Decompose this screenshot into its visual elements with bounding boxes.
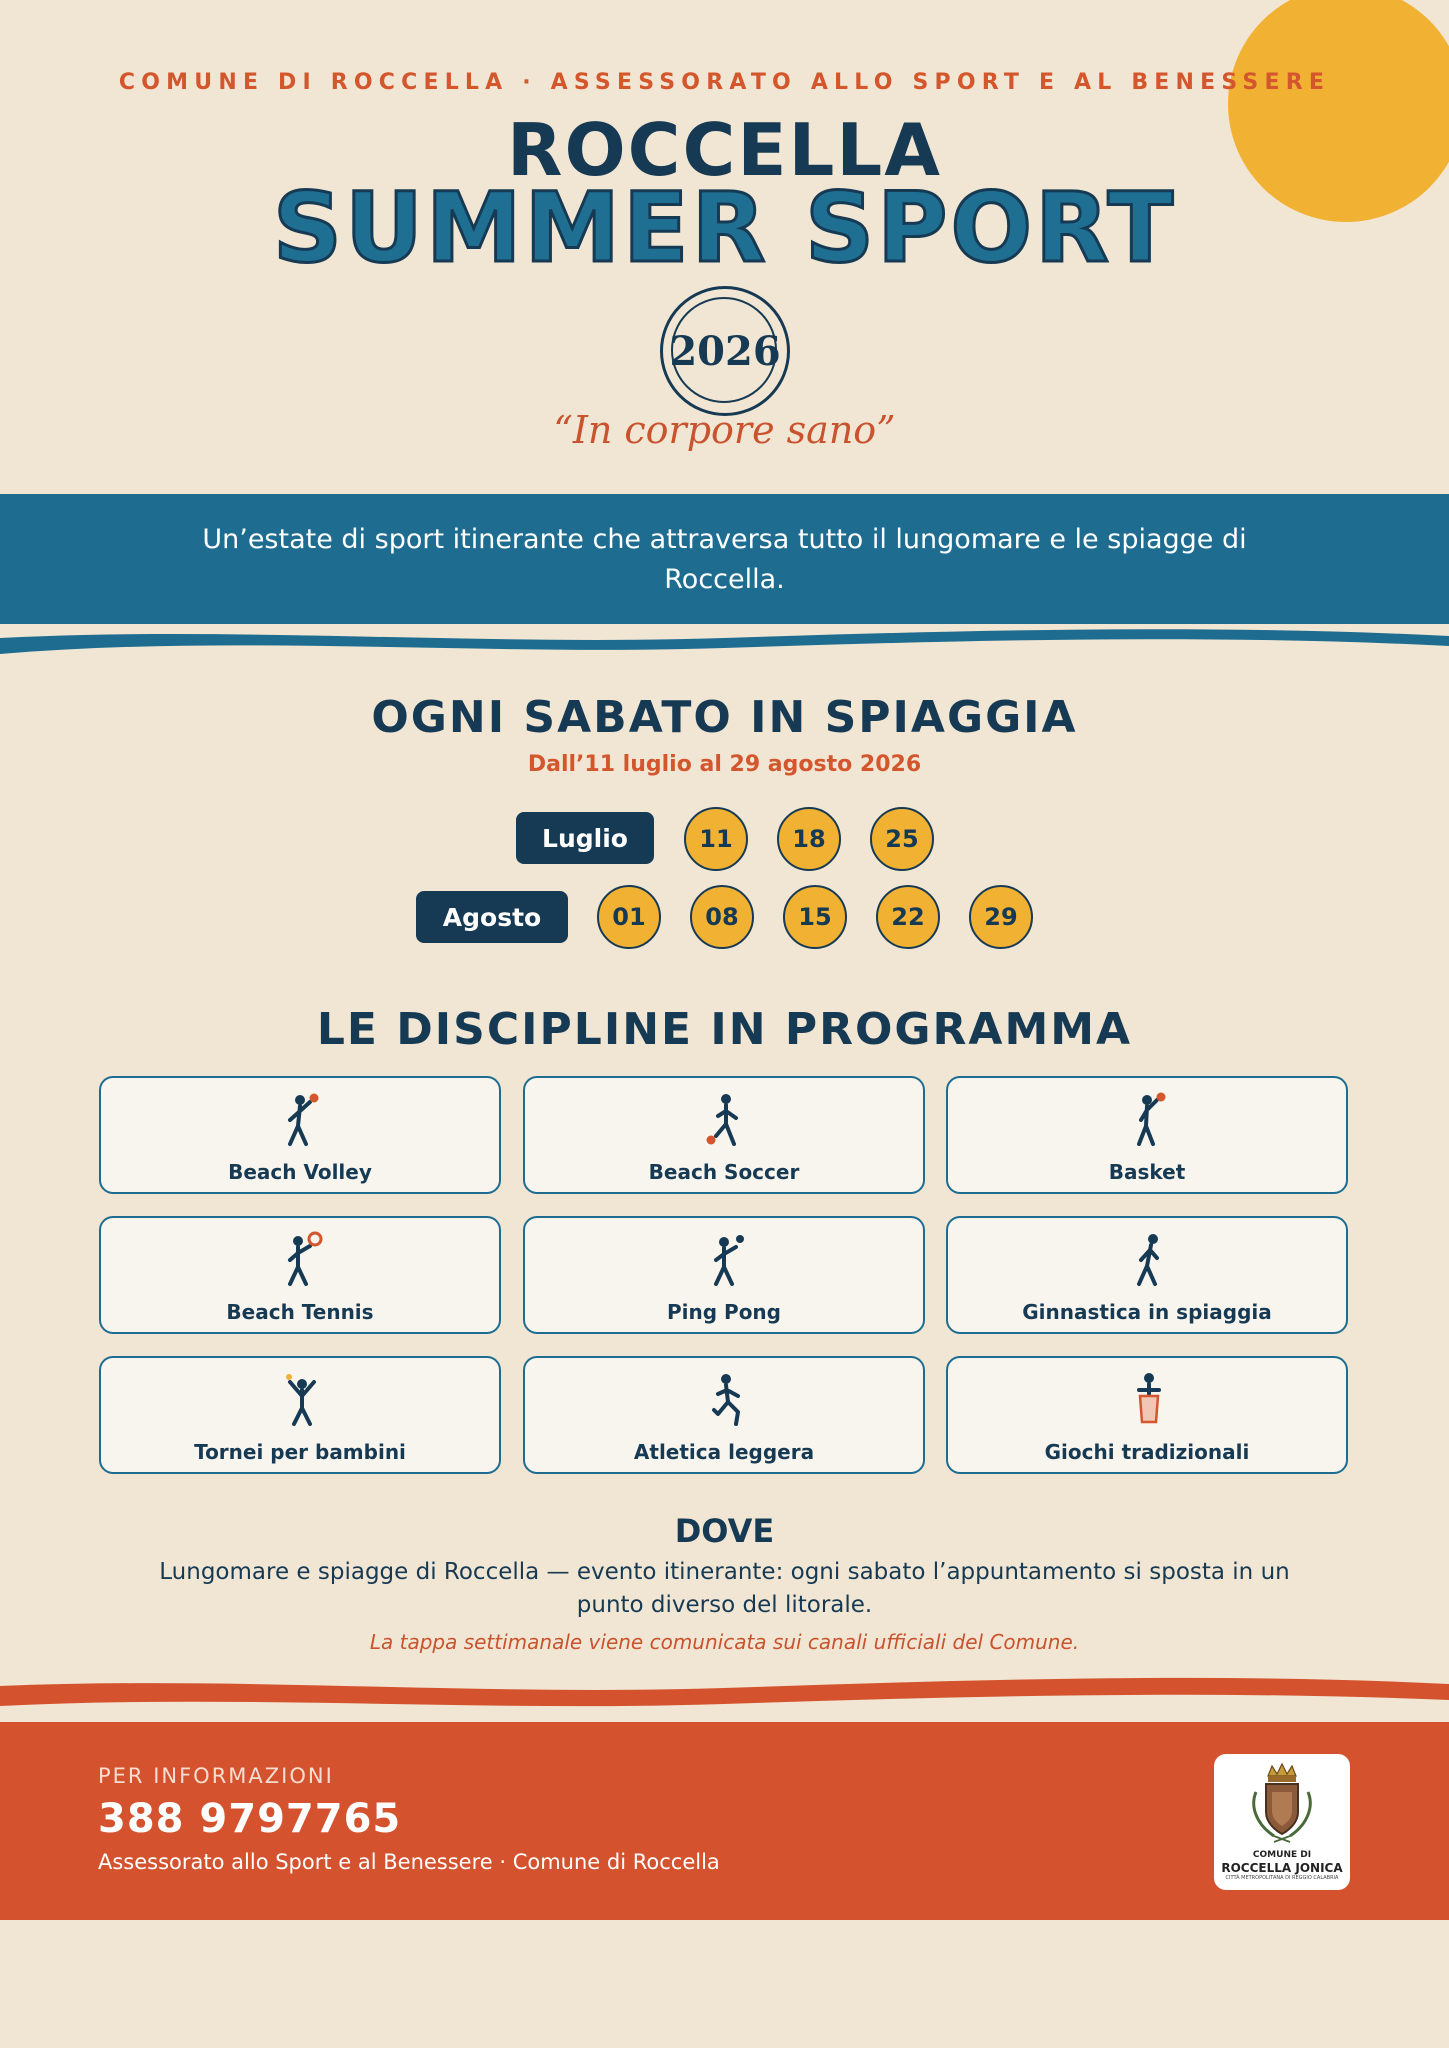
- crest-text-line3: CITTÀ METROPOLITANA DI REGGIO CALABRIA: [1225, 1875, 1339, 1881]
- traditional-games-icon: [1123, 1370, 1175, 1430]
- athletics-icon: [700, 1370, 752, 1430]
- beach-tennis-icon: [276, 1230, 328, 1290]
- month-agosto: Agosto: [416, 891, 568, 943]
- crest-text-line1: COMUNE DI: [1252, 1850, 1312, 1860]
- disciplines-title: LE DISCIPLINE IN PROGRAMMA: [316, 1004, 1133, 1055]
- date-badge: 22: [876, 885, 940, 949]
- date-badge: 15: [783, 885, 847, 949]
- discipline-label: Beach Soccer: [648, 1160, 800, 1184]
- date-badge: 29: [969, 885, 1033, 949]
- discipline-card-kids-tournament: [99, 1356, 501, 1474]
- crest-icon: [1246, 1762, 1318, 1848]
- discipline-card-traditional-games: [946, 1356, 1348, 1474]
- where-note: La tappa settimanale viene comunicata sui canali ufficiali del Comune.: [369, 1630, 1080, 1654]
- schedule-title: OGNI SABATO IN SPIAGGIA: [371, 692, 1078, 743]
- discipline-card-gymnastics: [946, 1216, 1348, 1334]
- footer-organization: Assessorato allo Sport e al Benessere · Comune di Roccella: [98, 1850, 720, 1874]
- date-badge: 11: [684, 807, 748, 871]
- where-text: Lungomare e spiagge di Roccella — evento itinerante: ogni sabato l’appuntamento si sposta in un punto diverso del litorale.: [159, 1559, 1290, 1618]
- discipline-card-basket: [946, 1076, 1348, 1194]
- intro-text: Un’estate di sport itinerante che attraversa tutto il lungomare e le spiagge di Roccella.: [202, 524, 1247, 595]
- crest-text-line2: ROCCELLA JONICA: [1221, 1861, 1343, 1875]
- discipline-label: Beach Tennis: [226, 1300, 374, 1324]
- discipline-card-athletics: [523, 1356, 925, 1474]
- beach-soccer-icon: [700, 1090, 752, 1150]
- date-badge: 25: [870, 807, 934, 871]
- orange-wave-decoration: [0, 1666, 1449, 1722]
- gymnastics-icon: [1123, 1230, 1175, 1290]
- discipline-label: Giochi tradizionali: [1044, 1440, 1250, 1464]
- discipline-card-beach-volley: [99, 1076, 501, 1194]
- discipline-card-ping-pong: [523, 1216, 925, 1334]
- discipline-label: Basket: [1108, 1160, 1186, 1184]
- header-kicker: COMUNE DI ROCCELLA · ASSESSORATO ALLO SPORT E AL BENESSERE: [118, 70, 1331, 95]
- year-text: 2026: [669, 327, 781, 375]
- discipline-label: Beach Volley: [228, 1160, 372, 1184]
- discipline-label: Atletica leggera: [633, 1440, 815, 1464]
- motto: “In corpore sano”: [553, 408, 896, 452]
- basket-icon: [1123, 1090, 1175, 1150]
- title-summer-sport: SUMMER SPORT: [272, 172, 1177, 284]
- title-roccella: ROCCELLA: [507, 108, 942, 192]
- kids-tournament-icon: [276, 1370, 328, 1430]
- blue-wave-decoration: [0, 620, 1449, 662]
- discipline-card-beach-tennis: [99, 1216, 501, 1334]
- discipline-label: Ping Pong: [667, 1300, 781, 1324]
- date-badge: 01: [597, 885, 661, 949]
- year-badge: [660, 286, 790, 416]
- discipline-label: Ginnastica in spiaggia: [1022, 1300, 1272, 1324]
- discipline-card-beach-soccer: [523, 1076, 925, 1194]
- discipline-label: Tornei per bambini: [194, 1440, 406, 1464]
- beach-volley-icon: [276, 1090, 328, 1150]
- info-label: PER INFORMAZIONI: [98, 1764, 334, 1788]
- date-badge: 08: [690, 885, 754, 949]
- month-luglio: Luglio: [516, 812, 654, 864]
- municipal-crest-logo: [1214, 1754, 1350, 1890]
- schedule-subtitle: Dall’11 luglio al 29 agosto 2026: [527, 752, 922, 777]
- intro-band: [0, 494, 1449, 624]
- footer: [0, 1722, 1449, 1920]
- where-title: DOVE: [674, 1512, 775, 1550]
- ping-pong-icon: [700, 1230, 752, 1290]
- date-badge: 18: [777, 807, 841, 871]
- phone-number[interactable]: 388 9797765: [98, 1796, 402, 1842]
